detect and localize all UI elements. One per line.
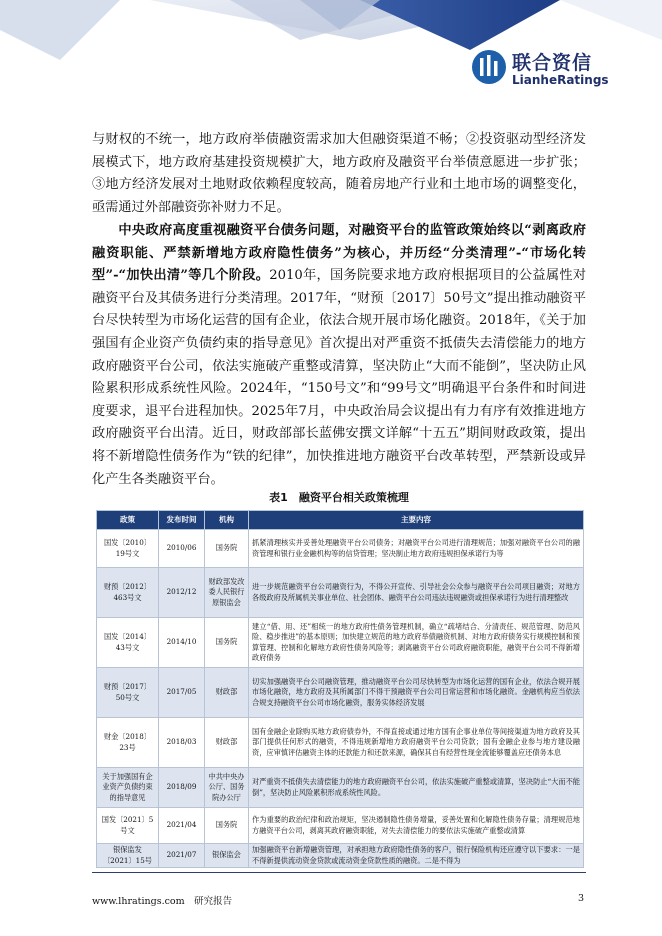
table-row [97,768,584,808]
cell-agency: 财政部 [205,718,249,768]
cell-policy: 银保监发〔2021〕15号 [97,844,159,868]
cell-content: 对严重资不抵债失去清偿能力的地方政府融资平台公司，依法实施破产重整或清算，坚决防止“大而不能倒”，坚决防止风险累积形成系统性风险。 [249,768,584,808]
cell-date: 2018/03 [159,718,205,768]
cell-policy: 国发〔2014〕43号文 [97,618,159,668]
footer-divider [92,872,586,873]
footer-site: www.lhratings.com 研究报告 [92,896,233,907]
company-logo [472,48,622,92]
page-number: 3 [578,893,585,904]
paragraph-2 [92,220,586,491]
cell-policy: 国发〔2010〕19号文 [97,530,159,568]
header-agency: 机构 [205,511,249,530]
paragraph-1: 与财权的不统一，地方政府举债融资需求加大但融资渠道不畅；②投资驱动型经济发展模式下，地方政府基建投资规模扩大，地方政府及融资平台举债意愿进一步扩张；③地方经济发展对土地财政依赖程度较高，随着房地产行业和土地市场的调整变化，亟需通过外部融资弥补财力不足。 [92,132,586,215]
cell-policy: 关于加强国有企业资产负债约束的指导意见 [97,768,159,808]
cell-content: 国有金融企业除购买地方政府债券外，不得直接或通过地方国有企事业单位等间接渠道为地方政府及其部门提供任何形式的融资，不得违规新增地方政府融资平台公司贷款；国有金融企业参与地方建设融资，应审慎评估融资主体的还款能力和还款来源，确保其自有经营性现金流能够覆盖应还债务本息 [249,718,584,768]
cell-agency: 银保监会 [205,844,249,868]
header-content: 主要内容 [249,511,584,530]
policy-table [96,510,584,868]
cell-content: 作为重要的政治纪律和政治规矩，坚决遏制隐性债务增量，妥善处置和化解隐性债务存量；清理规范地方融资平台公司，剥离其政府融资职能，对失去清偿能力的要依法实施破产重整或清算 [249,808,584,844]
logo-mark-icon [472,50,506,84]
cell-date: 2021/07 [159,844,205,868]
cell-policy: 国发〔2021〕5号文 [97,808,159,844]
table-row [97,808,584,844]
table-row [97,530,584,568]
cell-date: 2012/12 [159,568,205,618]
banner-shape-right [560,0,662,40]
cell-content: 加强融资平台新增融资管理，对承担地方政府隐性债务的客户，银行保险机构还应遵守以下要求：一是不得新提供流动资金贷款或流动资金贷款性质的融资。二是不得为 [249,844,584,868]
header-policy: 政策 [97,511,159,530]
paragraph-2-bold: 中央政府高度重视融资平台债务问题，对融资平台的监管政策始终以“剥离政府融资职能、严禁新增地方政府隐性债务”为核心，并历经“分类清理”-“市场化转型”-“加快出清”等几个阶段。 [92,223,586,284]
cell-content: 抓紧清理核实并妥善处理融资平台公司债务；对融资平台公司进行清理规范；加强对融资平台公司的融资管理和银行业金融机构等的信贷管理；坚决制止地方政府违规担保承诺行为等 [249,530,584,568]
cell-date: 2010/06 [159,530,205,568]
cell-content: 进一步规范融资平台公司融资行为，不得公开宣传、引导社会公众参与融资平台公司项目融资；对地方各级政府及所属机关事业单位、社会团体、融资平台公司违法违规融资或担保承诺行为进行清理整改 [249,568,584,618]
cell-date: 2017/05 [159,668,205,718]
cell-agency: 国务院 [205,618,249,668]
cell-agency: 财政部发改委人民银行原银监会 [205,568,249,618]
cell-policy: 财预〔2012〕463号文 [97,568,159,618]
banner-shape-left [0,0,120,60]
cell-content: 切实加强融资平台公司融资管理，推动融资平台公司尽快转型为市场化运营的国有企业，依法合规开展市场化融资，地方政府及其所属部门不得干预融资平台公司日常运营和市场化融资。金融机构应当依法合规支持融资平台公司市场化融资，服务实体经济发展 [249,668,584,718]
cell-agency: 国务院 [205,808,249,844]
table-header-row [97,511,584,530]
table-row [97,668,584,718]
table-row [97,718,584,768]
cell-agency: 财政部 [205,668,249,718]
cell-content: 建立“借、用、还”相统一的地方政府性债务管理机制，确立“疏堵结合、分清责任、规范管理、防范风险、稳步推进”的基本原则；加快建立规范的地方政府举债融资机制、对地方政府债务实行规模控制和预算管理、控制和化解地方政府性债务风险等；剥离融资平台公司政府融资职能，融资平台公司不得新增政府债务 [249,618,584,668]
logo-text-cn: 联合资信 [512,52,593,74]
cell-date: 2014/10 [159,618,205,668]
logo-text-en: LianheRatings [512,73,609,87]
cell-policy: 财金〔2018〕23号 [97,718,159,768]
cell-date: 2018/09 [159,768,205,808]
cell-agency: 国务院 [205,530,249,568]
cell-date: 2021/04 [159,808,205,844]
table-title: 表1 融资平台相关政策梳理 [269,491,409,504]
cell-agency: 中共中央办公厅、国务院办公厅 [205,768,249,808]
cell-policy: 财预〔2017〕50号文 [97,668,159,718]
table-row [97,568,584,618]
paragraph-2-body: 2010年，国务院要求地方政府根据项目的公益属性对融资平台及其债务进行分类清理。2017年，“财预〔2017〕50号文”提出推动融资平台尽快转型为市场化运营的国有企业，依法合规开展市场化融资。2018年，《关于加强国有企业资产负债约束的指导意见》首次提出对严重资不抵债失去清偿能力的地方政府融资平台公司，依法实施破产重整或清算，坚决防止“大而不能倒”，坚决防止风险累积形成系统性风险。2024年，“150号文”和“99号文”明确退平台条件和时间进度要求，退平台进程加快。2025年7月，中央政治局会议提出有力有序有效推进地方政府融资平台出清。近日，财政部部长蓝佛安撰文详解“十五五”期间财政政策，提出将不新增隐性债务作为“铁的纪律”，加快推进地方融资平台改革转型，严禁新设或异化产生各类融资平台。 [92,268,587,487]
table-row [97,844,584,868]
table-row [97,618,584,668]
header-date: 发布时间 [159,511,205,530]
